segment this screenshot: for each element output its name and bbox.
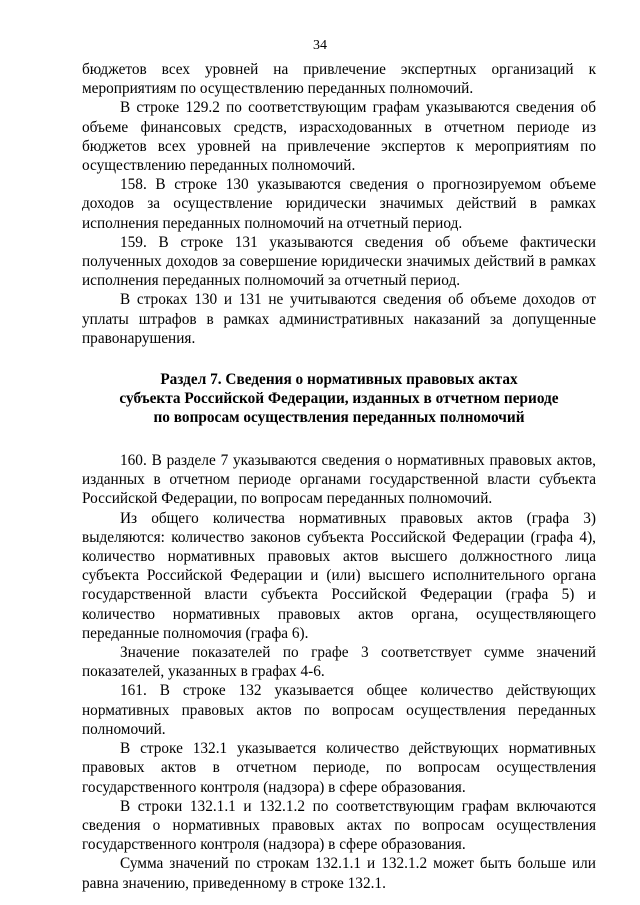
- paragraph: 158. В строке 130 указываются сведения о прогнозируемом объеме доходов за осуществление юридически значимых действий в рамках исполнения переданных полномочий на отчетный период.: [82, 176, 596, 232]
- paragraph: 159. В строке 131 указываются сведения об объеме фактически полученных доходов за совершение юридически значимых действий в рамках исполнения переданных полномочий за отчетный период.: [82, 233, 596, 290]
- paragraph: Значение показателей по графе 3 соответствует сумме значений показателей, указанных в графах 4-6.: [82, 644, 596, 681]
- paragraph: Сумма значений по строкам 132.1.1 и 132.1.2 может быть больше или равна значению, приведенному в строке 132.1.: [82, 855, 596, 892]
- section-heading-line: субъекта Российской Федерации, изданных в отчетном периоде: [119, 390, 559, 408]
- paragraph: Из общего количества нормативных правовых актов (графа 3) выделяются: количество законов субъекта Российской Федерации (графа 4), количество нормативных правовых актов высшего должностного лица субъекта Российской Федерации и (или) высшего исполнительного органа государственной власти субъекта Российской Федерации (графа 5) и количество нормативных правовых актов органа, осуществляющего переданные полномочия (графа 6).: [82, 509, 596, 642]
- paragraph: В строке 132.1 указывается количество действующих нормативных правовых актов в отчетном периоде, по вопросам осуществления государственного контроля (надзора) в сфере образования.: [82, 740, 596, 796]
- page-number: 34: [313, 38, 327, 53]
- document-body: [82, 60, 596, 893]
- paragraph: 161. В строке 132 указывается общее количество действующих нормативных правовых актов по вопросам осуществления переданных полномочий.: [82, 682, 596, 738]
- paragraph: В строки 132.1.1 и 132.1.2 по соответствующим графам включаются сведения о нормативных правовых актах по вопросам осуществления государственного контроля (надзора) в сфере образования.: [82, 797, 596, 854]
- paragraphs-bottom: [82, 451, 596, 893]
- section-heading-line: по вопросам осуществления переданных полномочий: [153, 409, 525, 427]
- section-heading: [82, 370, 596, 427]
- paragraph: В строках 130 и 131 не учитываются сведения об объеме доходов от уплаты штрафов в рамках административных наказаний за допущенные правонарушения.: [82, 291, 596, 347]
- paragraph: В строке 129.2 по соответствующим графам указываются сведения об объеме финансовых средств, израсходованных в отчетном периоде из бюджетов всех уровней на привлечение экспертов к мероприятиям по осуществлению переданных полномочий.: [82, 99, 596, 175]
- section-heading-line: Раздел 7. Сведения о нормативных правовых актах: [160, 371, 518, 389]
- paragraph: 160. В разделе 7 указываются сведения о нормативных правовых актов, изданных в отчетном периоде органами государственной власти субъекта Российской Федерации, по вопросам переданных полномочий.: [82, 452, 596, 508]
- paragraph: бюджетов всех уровней на привлечение экспертных организаций к мероприятиям по осуществлению переданных полномочий.: [82, 61, 596, 98]
- paragraphs-top: [82, 60, 596, 348]
